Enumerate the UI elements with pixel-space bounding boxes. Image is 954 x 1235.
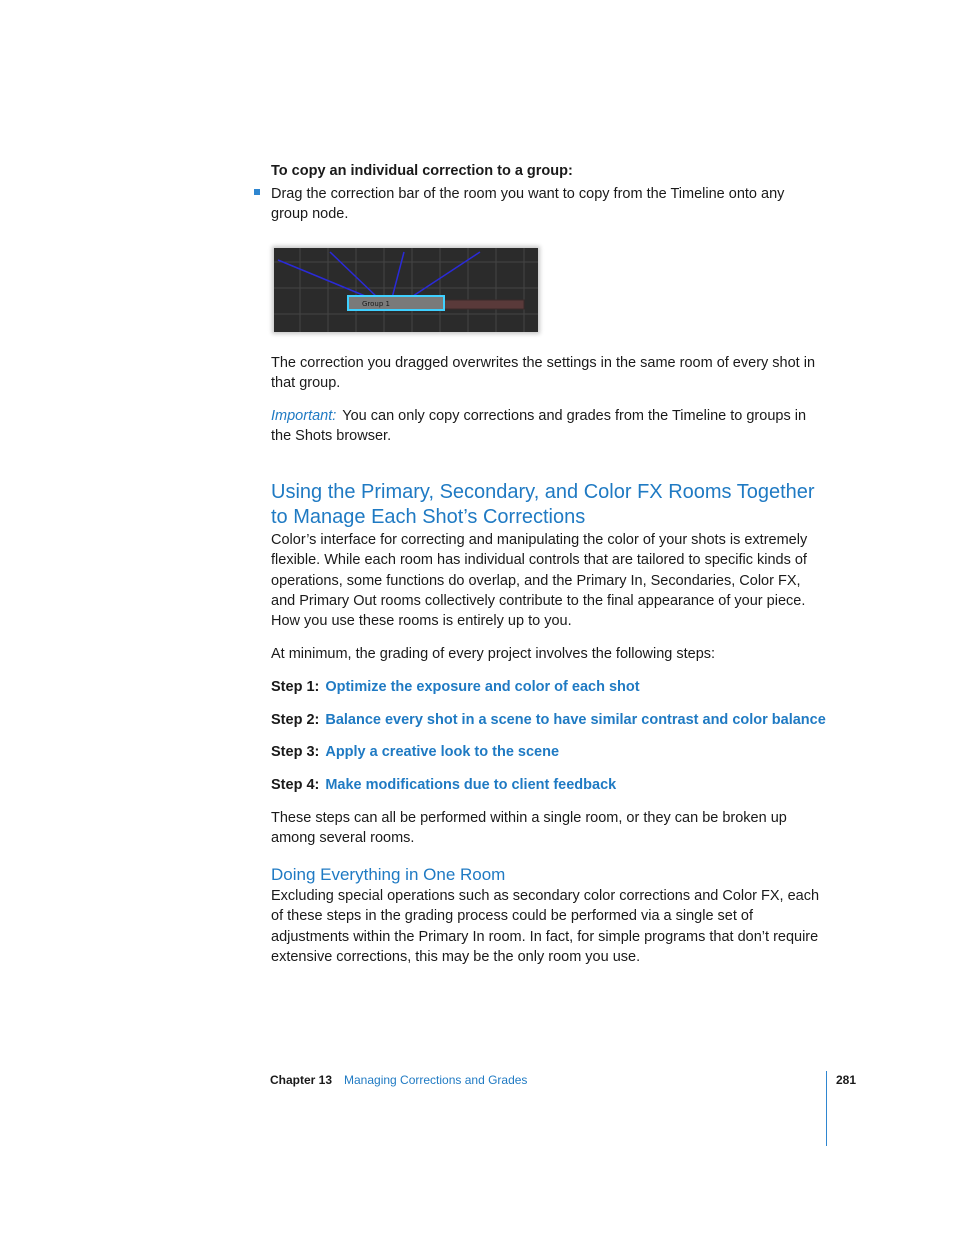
bullet-item: Drag the correction bar of the room you want to copy from the Timeline onto any group node. (271, 186, 785, 223)
procedure-heading: To copy an individual correction to a group: (271, 163, 573, 179)
step-label: Step 2: (271, 712, 320, 728)
step-link[interactable]: Apply a creative look to the scene (325, 744, 560, 760)
timeline-screenshot-figure (274, 248, 538, 332)
step-item (271, 710, 831, 730)
body-paragraph: The correction you dragged overwrites the settings in the same room of every shot in that group. (271, 355, 816, 392)
important-text: You can only copy corrections and grades from the Timeline to groups in the Shots browser. (271, 408, 807, 445)
step-link[interactable]: Balance every shot in a scene to have similar contrast and color balance (325, 712, 826, 728)
section-heading: Using the Primary, Secondary, and Color FX Rooms Together to Manage Each Shot’s Corrections (271, 481, 815, 528)
step-label: Step 4: (271, 777, 320, 793)
important-note (271, 406, 821, 447)
body-paragraph: At minimum, the grading of every project involves the following steps: (271, 646, 716, 662)
body-paragraph: Excluding special operations such as secondary color corrections and Color FX, each of these steps in the grading process could be performed via a single set of adjustments within the Primary In room. In fact, for simple programs that don’t require extensive corrections, this may be the only room you use. (271, 888, 820, 965)
step-item (271, 775, 831, 795)
subsection-heading: Doing Everything in One Room (271, 865, 506, 884)
step-label: Step 3: (271, 744, 320, 760)
body-paragraph: These steps can all be performed within a single room, or they can be broken up among several rooms. (271, 810, 787, 847)
footer-divider (826, 1071, 827, 1146)
timeline-grid-graphic (274, 248, 538, 332)
important-label: Important: (271, 408, 337, 424)
step-link[interactable]: Optimize the exposure and color of each shot (325, 679, 640, 695)
group-bar-label: Group 1 (362, 300, 390, 308)
step-item (271, 677, 831, 697)
footer-chapter-number: Chapter 13 (270, 1073, 333, 1087)
step-item (271, 742, 831, 762)
page-number: 281 (836, 1073, 857, 1087)
step-link[interactable]: Make modifications due to client feedback (325, 777, 617, 793)
body-paragraph: Color’s interface for correcting and manipulating the color of your shots is extremely flexible. While each room has individual controls that are tailored to specific kinds of operations, some functions do overlap, and the Primary In, Secondaries, Color FX, and Primary Out rooms collectively contribute to the final appearance of your piece. How you use these rooms is entirely up to you. (271, 532, 808, 630)
footer-chapter-title: Managing Corrections and Grades (344, 1073, 528, 1087)
step-label: Step 1: (271, 679, 320, 695)
bullet-marker-icon (254, 189, 260, 195)
